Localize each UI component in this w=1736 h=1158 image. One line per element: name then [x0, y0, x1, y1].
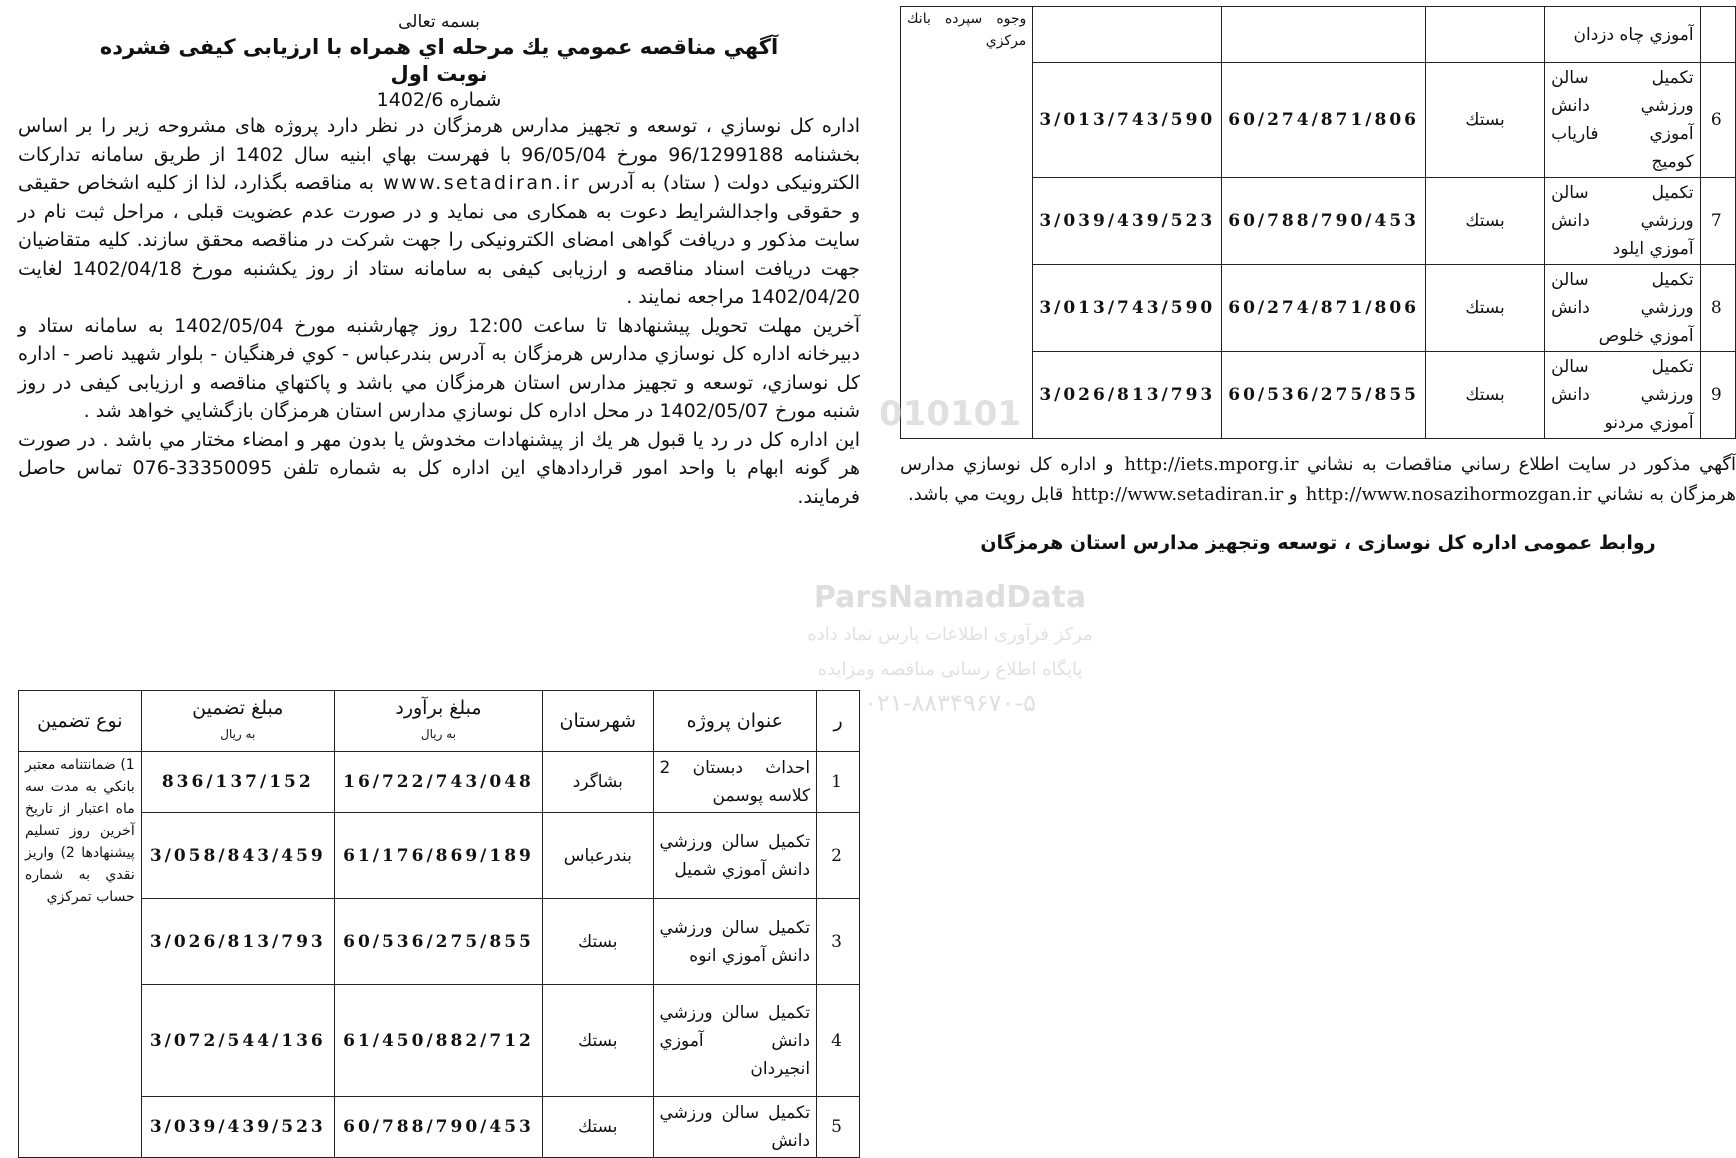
project-guarantee: 3/026/813/793 [141, 899, 334, 985]
project-estimate: 61/176/869/189 [334, 813, 542, 899]
project-estimate [1222, 7, 1426, 63]
project-title: تكميل سالن ورزشي دانش آموزي ايلود [1545, 178, 1701, 265]
project-guarantee: 3/026/813/793 [1033, 352, 1222, 439]
guarantee-type-right: وجوه سپرده بانك مركزي [901, 7, 1033, 439]
table-row [19, 985, 860, 1097]
project-estimate: 16/722/743/048 [334, 752, 542, 813]
project-estimate: 60/788/790/453 [334, 1097, 542, 1158]
project-title: احداث دبستان 2 كلاسه پوسمن [653, 752, 817, 813]
project-guarantee: 3/039/439/523 [1033, 178, 1222, 265]
header-guarantee: مبلغ تضمين به ريال [141, 691, 334, 752]
project-title: تكميل سالن ورزشي دانش آموزي انوه [653, 899, 817, 985]
project-guarantee: 3/013/743/590 [1033, 63, 1222, 178]
project-title: تكميل سالن ورزشي دانش آموزي فارياب كوميج [1545, 63, 1701, 178]
project-estimate: 60/274/871/806 [1222, 265, 1426, 352]
notice-round: نوبت اول [390, 62, 488, 86]
header-row-number: ر [817, 691, 860, 752]
footer-line2: و اداره كل نوسازي مدارس هرمزگان به نشاني [900, 454, 1736, 505]
projects-table [18, 690, 860, 1158]
notice-body [18, 10, 860, 511]
row-number: 1 [817, 752, 860, 813]
guarantee-type-left: 1) ضمانتنامه معتبر بانكي به مدت سه ماه اعتبار از تاريخ آخرين روز تسليم پيشنهادها 2) واريز نقدي به شماره حساب تمركزي [19, 752, 142, 1158]
project-guarantee: 3/013/743/590 [1033, 265, 1222, 352]
project-title: تكميل سالن ورزشي دانش آموزي خلوص [1545, 265, 1701, 352]
project-city: بستك [543, 985, 653, 1097]
project-guarantee: 3/058/843/459 [141, 813, 334, 899]
header-estimate: مبلغ برآورد به ريال [334, 691, 542, 752]
paragraph-deadline: آخرين مهلت تحويل پيشنهادها تا ساعت 12:00 روز چهارشنبه مورخ 1402/05/04 به سامانه ستاد و دبيرخانه اداره كل نوسازي مدارس هرمزگان به آدرس بندرعباس - كوي فرهنگيان - بلوار شهيد ناصر - اداره كل نوسازي، توسعه و تجهيز مدارس استان هرمزگان مي باشد و پاكتهاي مناقصه و ارزيابی كيفی در روز شنبه مورخ 1402/05/07 در محل اداره كل نوسازي مدارس استان هرمزگان بازگشايي خواهد شد . [18, 314, 860, 422]
paragraph-intro: اداره كل نوسازي ، توسعه و تجهيز مدارس هرمزگان در نظر دارد پروژه های مشروحه زير را بر اساس بخشنامه 96/1299188 مورخ 96/05/04 با فهرست بهاي ابنيه سال 1402 از طريق سامانه تداركات الكترونيكی دولت ( ستاد) به آدرس www.setadiran.ir به مناقصه بگذارد، لذا از كليه اشخاص حقيقی و حقوقی واجدالشرايط دعوت به همكاری می نمايد و در صورت عدم عضويت قبلی ، مراحل ثبت نام در سايت مذكور و دريافت گواهی امضای الكترونيكی را جهت شركت در مناقصه محقق سازند. كليه متقاضيان جهت دريافت اسناد مناقصه و ارزيابی كيفی به سامانه ستاد از روز يكشنبه مورخ 1402/04/18 لغايت 1402/04/20 مراجعه نمايند . [18, 115, 861, 308]
project-city: بستك [1425, 265, 1544, 352]
watermark-line1: مرکز فرآوری اطلاعات پارس نماد داده [807, 624, 1093, 645]
header-guarantee-type: نوع تضمين [19, 691, 142, 752]
public-relations-signature: روابط عمومی اداره كل نوسازی ، توسعه وتجهيز مدارس استان هرمزگان [980, 532, 1656, 554]
notice-footer [900, 450, 1736, 558]
project-guarantee: 836/137/152 [141, 752, 334, 813]
project-title: تكميل سالن ورزشي دانش آموزي شميل [653, 813, 817, 899]
project-city: بستك [1425, 63, 1544, 178]
project-estimate: 60/788/790/453 [1222, 178, 1426, 265]
row-number: 3 [817, 899, 860, 985]
table-header-row [19, 691, 860, 752]
link-setadiran[interactable]: http://www.setadiran.ir [1071, 484, 1284, 505]
footer-paragraph [900, 450, 1736, 510]
row-number: 7 [1700, 178, 1735, 265]
project-estimate: 60/536/275/855 [1222, 352, 1426, 439]
footer-line1: آگهي مذكور در سايت اطلاع رساني مناقصات به نشاني [1306, 454, 1736, 475]
project-city: بستك [1425, 352, 1544, 439]
project-city: بستك [1425, 178, 1544, 265]
table-row [19, 813, 860, 899]
project-city: بشاگرد [543, 752, 653, 813]
link-nosazi[interactable]: http://www.nosazihormozgan.ir [1305, 484, 1592, 505]
watermark-brand: ParsNamadData [813, 580, 1087, 615]
header-project-title: عنوان پروژه [653, 691, 817, 752]
project-city: بندرعباس [543, 813, 653, 899]
basmala: بسمه تعالی [398, 12, 480, 32]
project-guarantee [1033, 7, 1222, 63]
row-number: 9 [1700, 352, 1735, 439]
table-row [19, 899, 860, 985]
project-title-continued: آموزي چاه دزدان [1545, 7, 1701, 63]
row-number: 8 [1700, 265, 1735, 352]
notice-title: آگهي مناقصه عمومي يك مرحله اي همراه با ارزيابی كيفی فشرده [99, 35, 779, 59]
project-estimate: 61/450/882/712 [334, 985, 542, 1097]
watermark-line2: پایگاه اطلاع رسانی مناقصه ومزایده [817, 659, 1083, 680]
project-estimate: 60/274/871/806 [1222, 63, 1426, 178]
project-estimate: 60/536/275/855 [334, 899, 542, 985]
header-city: شهرستان [543, 691, 653, 752]
project-title: تكميل سالن ورزشي دانش آموزي مردنو [1545, 352, 1701, 439]
paragraph-contact: اين اداره كل در رد يا قبول هر يك از پيشنهادات مخدوش يا بدون مهر و امضاء مختار مي باشد . در صورت هر گونه ابهام با واحد امور قراردادهاي اين اداره كل به شماره تلفن 33350095-076 تماس حاصل فرمايند. [18, 428, 860, 508]
project-city [1425, 7, 1544, 63]
row-number: 4 [817, 985, 860, 1097]
project-guarantee: 3/072/544/136 [141, 985, 334, 1097]
footer-and: و [1288, 484, 1298, 505]
table-row [901, 7, 1736, 63]
link-iets[interactable]: http://iets.mporg.ir [1124, 454, 1299, 475]
row-number: 5 [817, 1097, 860, 1158]
table-row [19, 752, 860, 813]
row-number [1700, 7, 1735, 63]
project-title: تكميل سالن ورزشي دانش آموزي انجيردان [653, 985, 817, 1097]
project-city: بستك [543, 1097, 653, 1158]
watermark-phone: ۰۲۱-۸۸۳۴۹۶۷۰-۵ [863, 689, 1037, 717]
row-number: 6 [1700, 63, 1735, 178]
notice-number: شماره 1402/6 [376, 89, 502, 111]
project-city: بستك [543, 899, 653, 985]
row-number: 2 [817, 813, 860, 899]
watermark-digits: 010101 [879, 395, 1021, 434]
project-guarantee: 3/039/439/523 [141, 1097, 334, 1158]
project-title: تكميل سالن ورزشي دانش [653, 1097, 817, 1158]
footer-line3: قابل رويت مي باشد. [907, 484, 1064, 505]
table-row [19, 1097, 860, 1158]
projects-table-continued [900, 6, 1736, 439]
